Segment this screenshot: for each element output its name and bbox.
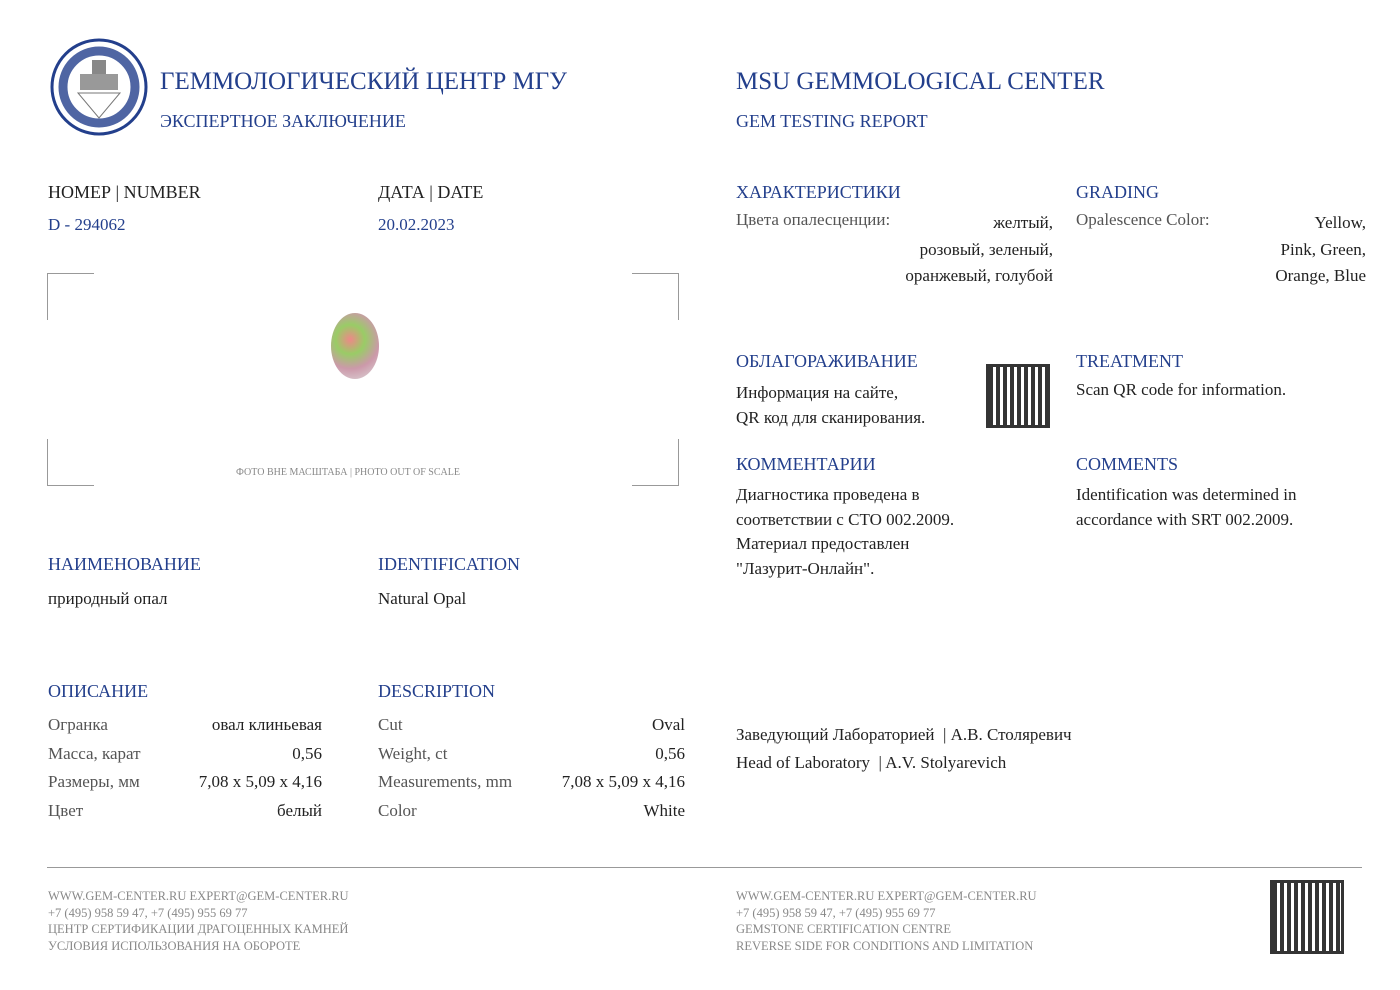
msu-logo-icon <box>50 38 148 136</box>
value-line: желтый, <box>993 213 1053 232</box>
description-ru-key: Размеры, мм <box>48 772 140 791</box>
description-en-key: Color <box>378 800 417 820</box>
value-line: Orange, Blue <box>1275 266 1366 285</box>
description-ru-key: Цвет <box>48 800 84 820</box>
description-en-label: DESCRIPTION <box>378 681 496 701</box>
frame-corner <box>47 439 94 486</box>
en-title: MSU GEMMOLOGICAL CENTER <box>736 68 1105 95</box>
description-ru-key: Огранка <box>48 715 108 734</box>
grading-en-values <box>1275 210 1366 290</box>
name-ru-value: природный опал <box>48 589 168 608</box>
grading-ru-values <box>905 210 1053 290</box>
footer-line: +7 (495) 958 59 47, +7 (495) 955 69 77 <box>48 905 248 920</box>
en-subtitle: GEM TESTING REPORT <box>736 111 928 131</box>
date-value: 20.02.2023 <box>378 215 455 234</box>
comments-ru-text <box>736 483 954 581</box>
footer-en <box>736 888 1037 954</box>
text-line: Материал предоставлен <box>736 534 910 553</box>
qr-code-icon[interactable] <box>989 367 1047 425</box>
description-en-key: Cut <box>378 715 403 734</box>
footer-line: WWW.GEM-CENTER.RU EXPERT@GEM-CENTER.RU <box>736 889 1037 903</box>
value-line: оранжевый, голубой <box>905 266 1053 285</box>
signature-en: Head of Laboratory | A.V. Stolyarevich <box>736 753 1007 772</box>
description-ru-value: 0,56 <box>292 743 322 763</box>
text-line: QR код для сканирования. <box>736 408 926 427</box>
description-en-value: 0,56 <box>655 743 685 763</box>
text-line: Identification was determined in <box>1076 485 1297 504</box>
footer-line: GEMSTONE CERTIFICATION CENTRE <box>736 922 951 936</box>
footer-ru <box>48 888 349 954</box>
photo-caption: ФОТО ВНЕ МАСШТАБА | PHOTO OUT OF SCALE <box>236 467 460 478</box>
footer-divider <box>47 867 1362 868</box>
treatment-ru-label: ОБЛАГОРАЖИВАНИЕ <box>736 351 918 371</box>
description-ru-value: белый <box>277 800 322 820</box>
description-ru-key: Масса, карат <box>48 743 141 763</box>
name-ru-label: НАИМЕНОВАНИЕ <box>48 554 201 574</box>
footer-line: +7 (495) 958 59 47, +7 (495) 955 69 77 <box>736 905 936 920</box>
description-ru-label: ОПИСАНИЕ <box>48 681 149 701</box>
footer-qr-code-icon[interactable] <box>1273 883 1341 951</box>
name-en-value: Natural Opal <box>378 589 467 608</box>
value-line: Pink, Green, <box>1280 239 1366 259</box>
frame-corner <box>632 439 679 486</box>
footer-line: УСЛОВИЯ ИСПОЛЬЗОВАНИЯ НА ОБОРОТЕ <box>48 938 301 953</box>
footer-line: REVERSE SIDE FOR CONDITIONS AND LIMITATION <box>736 938 1034 953</box>
text-line: Информация на сайте, <box>736 383 899 402</box>
description-en-key: Weight, ct <box>378 743 448 763</box>
description-ru-value: 7,08 x 5,09 x 4,16 <box>198 772 322 791</box>
number-value: D - 294062 <box>48 215 126 234</box>
grading-ru-key: Цвета опалесценции: <box>736 210 891 229</box>
frame-corner <box>632 273 679 320</box>
grading-en-label: GRADING <box>1076 182 1159 202</box>
grading-ru-label: ХАРАКТЕРИСТИКИ <box>736 182 901 202</box>
signature-ru: Заведующий Лабораторией | А.В. Столяревич <box>736 725 1072 744</box>
text-line: "Лазурит-Онлайн". <box>736 558 875 578</box>
treatment-ru-text <box>736 380 925 430</box>
comments-en-label: COMMENTS <box>1076 454 1179 474</box>
value-line: Yellow, <box>1314 213 1366 232</box>
opal-photo <box>331 313 379 379</box>
ru-subtitle: ЭКСПЕРТНОЕ ЗАКЛЮЧЕНИЕ <box>160 111 406 131</box>
footer-line: WWW.GEM-CENTER.RU EXPERT@GEM-CENTER.RU <box>48 889 349 903</box>
text-line: accordance with SRT 002.2009. <box>1076 509 1294 529</box>
treatment-en-label: TREATMENT <box>1076 351 1183 371</box>
text-line: Диагностика проведена в <box>736 485 920 504</box>
number-label: НОМЕР | NUMBER <box>48 182 201 202</box>
comments-en-text <box>1076 483 1296 532</box>
name-en-label: IDENTIFICATION <box>378 554 520 574</box>
ru-title: ГЕММОЛОГИЧЕСКИЙ ЦЕНТР МГУ <box>160 68 567 95</box>
description-ru-value: овал клиньевая <box>211 715 322 734</box>
text-line: соответствии с СТО 002.2009. <box>736 509 955 529</box>
treatment-en-text: Scan QR code for information. <box>1076 380 1287 399</box>
description-en-key: Measurements, mm <box>378 772 513 791</box>
frame-corner <box>47 273 94 320</box>
date-label: ДАТА | DATE <box>378 182 484 202</box>
footer-line: ЦЕНТР СЕРТИФИКАЦИИ ДРАГОЦЕННЫХ КАМНЕЙ <box>48 922 349 936</box>
comments-ru-label: КОММЕНТАРИИ <box>736 454 876 474</box>
grading-en-key: Opalescence Color: <box>1076 210 1210 229</box>
description-en-value: White <box>643 800 685 820</box>
value-line: розовый, зеленый, <box>919 239 1053 259</box>
description-en-value: 7,08 x 5,09 x 4,16 <box>561 772 685 791</box>
description-en-value: Oval <box>651 715 685 734</box>
